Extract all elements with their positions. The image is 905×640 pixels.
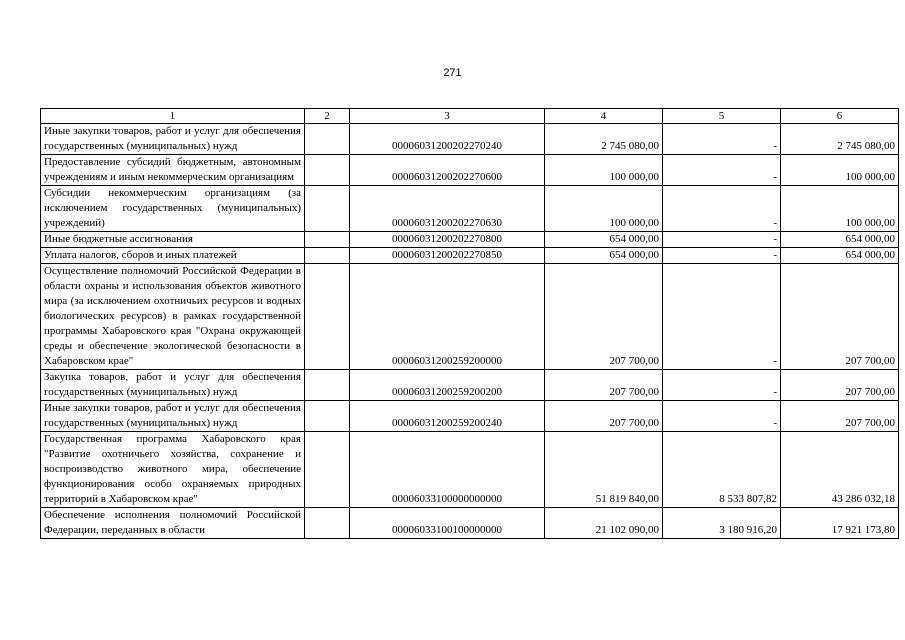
- row-col6-value: 654 000,00: [781, 232, 899, 248]
- row-col2-cell: [305, 186, 350, 232]
- row-col6-value: 100 000,00: [781, 155, 899, 186]
- row-col2-cell: [305, 508, 350, 539]
- row-name-cell: Осуществление полномочий Российской Федерации в области охраны и использования объектов животного мира (за исключением охотничьих ресурсов и водных биологических ресурсов) в рамках государственной программы Хабаровского края "Охрана окружающей среды и обеспечение экологической безопасности в Хабаровском крае": [41, 264, 305, 370]
- row-col5-value: -: [663, 248, 781, 264]
- row-col5-value: -: [663, 232, 781, 248]
- row-name-cell: Государственная программа Хабаровского края "Развитие охотничьего хозяйства, сохранение и воспроизводство животного мира, обеспечение функционирования особо охраняемых природных территорий в Хабаровском крае": [41, 432, 305, 508]
- row-code-cell: 00006031200202270630: [350, 186, 545, 232]
- column-header: 2: [305, 109, 350, 124]
- row-col4-value: 207 700,00: [545, 370, 663, 401]
- row-col6-value: 2 745 080,00: [781, 124, 899, 155]
- row-code-cell: 00006031200259200200: [350, 370, 545, 401]
- column-header: 6: [781, 109, 899, 124]
- column-header: 4: [545, 109, 663, 124]
- row-name-cell: Субсидии некоммерческим организациям (за исключением государственных (муниципальных) учреждений): [41, 186, 305, 232]
- table-row: [41, 264, 899, 370]
- table-row: [41, 186, 899, 232]
- row-col2-cell: [305, 124, 350, 155]
- row-col6-value: 207 700,00: [781, 264, 899, 370]
- row-col4-value: 207 700,00: [545, 401, 663, 432]
- row-code-cell: 00006031200202270850: [350, 248, 545, 264]
- row-name-cell: Иные бюджетные ассигнования: [41, 232, 305, 248]
- row-col6-value: 207 700,00: [781, 370, 899, 401]
- row-name-cell: Уплата налогов, сборов и иных платежей: [41, 248, 305, 264]
- table-row: [41, 124, 899, 155]
- page-number: 271: [443, 67, 462, 79]
- row-code-cell: 00006031200202270800: [350, 232, 545, 248]
- row-col5-value: -: [663, 401, 781, 432]
- row-name-cell: Иные закупки товаров, работ и услуг для обеспечения государственных (муниципальных) нужд: [41, 124, 305, 155]
- table-row: [41, 155, 899, 186]
- table-row: [41, 248, 899, 264]
- row-code-cell: 00006033100000000000: [350, 432, 545, 508]
- row-col4-value: 100 000,00: [545, 155, 663, 186]
- row-col6-value: 100 000,00: [781, 186, 899, 232]
- row-col2-cell: [305, 370, 350, 401]
- row-name-cell: Обеспечение исполнения полномочий Российской Федерации, переданных в области: [41, 508, 305, 539]
- table-row: [41, 232, 899, 248]
- row-code-cell: 00006031200202270600: [350, 155, 545, 186]
- row-name-cell: Закупка товаров, работ и услуг для обеспечения государственных (муниципальных) нужд: [41, 370, 305, 401]
- row-col2-cell: [305, 401, 350, 432]
- row-col5-value: 3 180 916,20: [663, 508, 781, 539]
- row-col4-value: 2 745 080,00: [545, 124, 663, 155]
- row-code-cell: 00006033100100000000: [350, 508, 545, 539]
- row-col6-value: 207 700,00: [781, 401, 899, 432]
- row-col5-value: 8 533 807,82: [663, 432, 781, 508]
- row-col4-value: 654 000,00: [545, 248, 663, 264]
- table-row: [41, 432, 899, 508]
- row-col2-cell: [305, 264, 350, 370]
- row-col6-value: 654 000,00: [781, 248, 899, 264]
- row-col6-value: 17 921 173,80: [781, 508, 899, 539]
- row-col5-value: -: [663, 264, 781, 370]
- row-col4-value: 100 000,00: [545, 186, 663, 232]
- column-header: 5: [663, 109, 781, 124]
- row-col5-value: -: [663, 186, 781, 232]
- row-col6-value: 43 286 032,18: [781, 432, 899, 508]
- table-row: [41, 370, 899, 401]
- row-code-cell: 00006031200259200240: [350, 401, 545, 432]
- row-col5-value: -: [663, 124, 781, 155]
- row-name-cell: Предоставление субсидий бюджетным, автономным учреждениям и иным некоммерческим организациям: [41, 155, 305, 186]
- row-col4-value: 207 700,00: [545, 264, 663, 370]
- row-code-cell: 00006031200202270240: [350, 124, 545, 155]
- column-header: 3: [350, 109, 545, 124]
- row-col4-value: 51 819 840,00: [545, 432, 663, 508]
- row-code-cell: 00006031200259200000: [350, 264, 545, 370]
- row-name-cell: Иные закупки товаров, работ и услуг для обеспечения государственных (муниципальных) нужд: [41, 401, 305, 432]
- row-col5-value: -: [663, 370, 781, 401]
- table-row: [41, 401, 899, 432]
- table-row: [41, 508, 899, 539]
- row-col4-value: 654 000,00: [545, 232, 663, 248]
- table-header-row: [41, 109, 899, 124]
- budget-table: [40, 108, 899, 539]
- row-col2-cell: [305, 232, 350, 248]
- row-col4-value: 21 102 090,00: [545, 508, 663, 539]
- row-col2-cell: [305, 432, 350, 508]
- column-header: 1: [41, 109, 305, 124]
- row-col2-cell: [305, 248, 350, 264]
- row-col2-cell: [305, 155, 350, 186]
- row-col5-value: -: [663, 155, 781, 186]
